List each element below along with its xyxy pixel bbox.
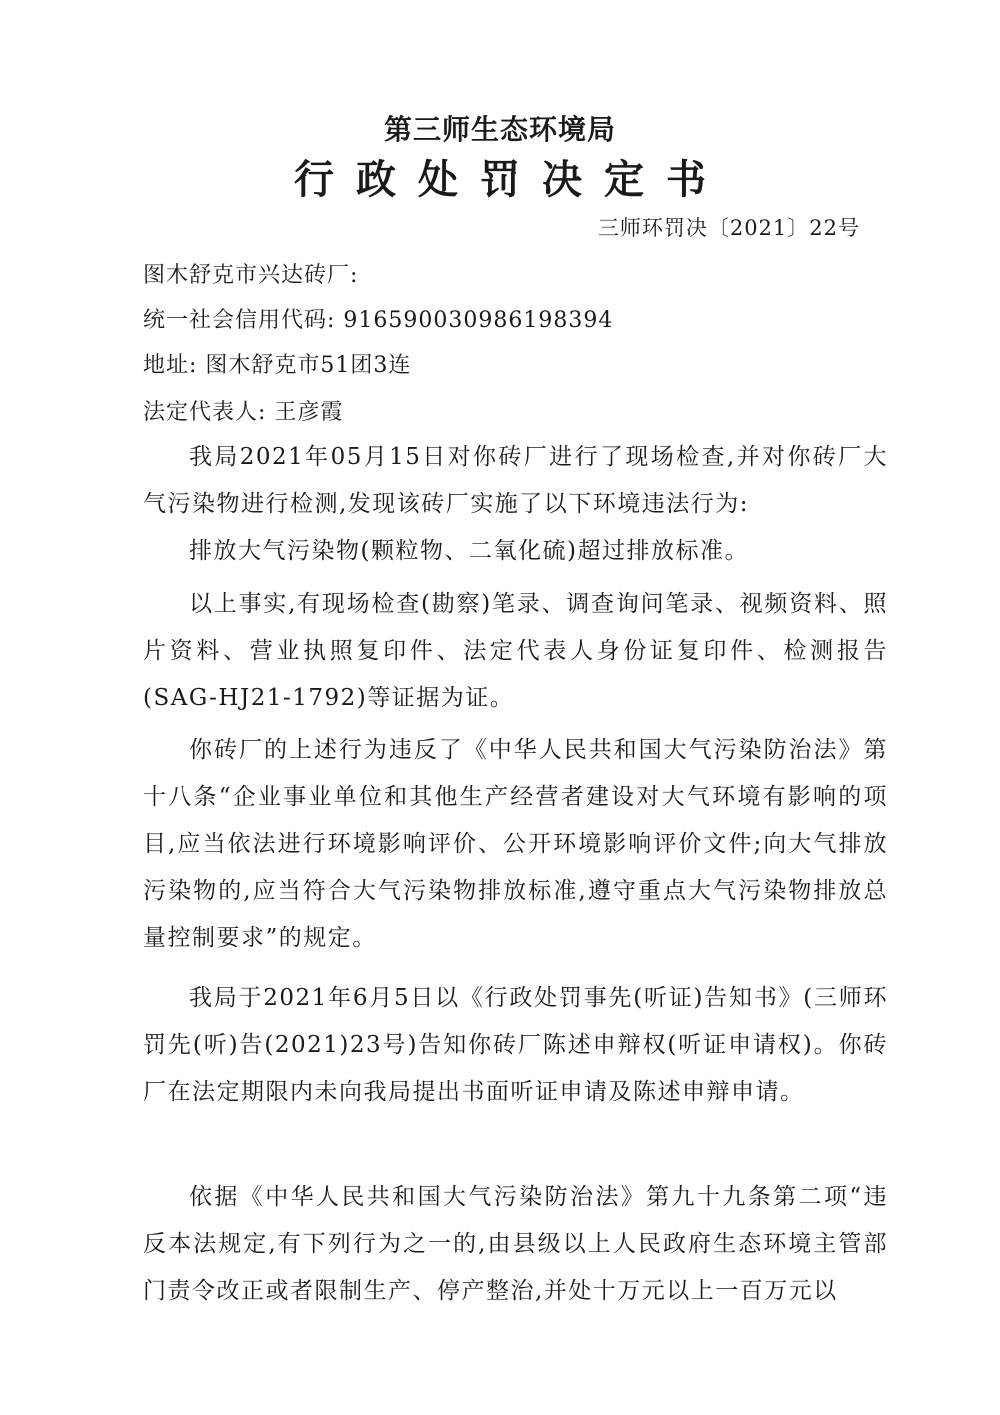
legal-representative: 法定代表人: 王彦霞: [143, 400, 344, 425]
party-address: 地址: 图木舒克市51团3连: [143, 353, 412, 378]
paragraph-notice: 我局于2021年6月5日以《行政处罚事先(听证)告知书》(三师环罚先(听)告(2021)23号)告知你砖厂陈述申辩权(听证申请权)。你砖厂在法定期限内未向我局提出书面听证申请及陈述申辩申请。: [143, 985, 888, 1105]
party-name: 图木舒克市兴达砖厂:: [143, 263, 359, 288]
paragraph-violation: 排放大气污染物(颗粒物、二氧化硫)超过排放标准。: [189, 538, 749, 564]
issuing-agency: 第三师生态环境局: [383, 113, 616, 146]
paragraph-legal-basis: 依据《中华人民共和国大气污染防治法》第九十九条第二项“违反本法规定,有下列行为之一的,由县级以上人民政府生态环境主管部门责令改正或者限制生产、停产整治,并处十万元以上一百万元以: [143, 1184, 888, 1304]
paragraph-law-violated: 你砖厂的上述行为违反了《中华人民共和国大气污染防治法》第十八条“企业事业单位和其他生产经营者建设对大气环境有影响的项目,应当依法进行环境影响评价、公开环境影响评价文件;向大气排放污染物的,应当符合大气污染物排放标准,遵守重点大气污染物排放总量控制要求”的规定。: [143, 737, 888, 951]
paragraph-evidence: 以上事实,有现场检查(勘察)笔录、调查询问笔录、视频资料、照片资料、营业执照复印件、法定代表人身份证复印件、检测报告(SAG-HJ21-1792)等证据为证。: [143, 591, 888, 711]
credit-code: 统一社会信用代码: 916590030986198394: [143, 308, 614, 333]
document-number: 三师环罚决〔2021〕22号: [597, 216, 860, 240]
document-title: 行政处罚决定书: [294, 156, 728, 203]
paragraph-inspection: 我局2021年05月15日对你砖厂进行了现场检查,并对你砖厂大气污染物进行检测,发现该砖厂实施了以下环境违法行为:: [143, 444, 888, 517]
